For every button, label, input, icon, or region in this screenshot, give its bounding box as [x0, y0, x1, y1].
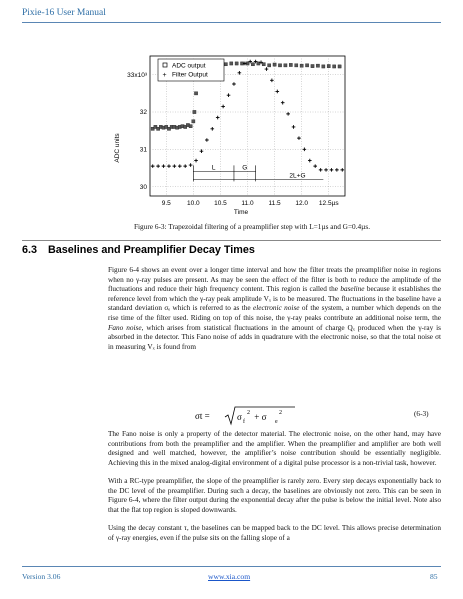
footer-website-link[interactable]: www.xia.com — [208, 572, 251, 581]
filter-point — [313, 164, 317, 168]
legend — [158, 59, 224, 81]
eq-lhs: σt = — [195, 411, 210, 421]
adc-point — [316, 64, 319, 67]
filter-point — [173, 164, 177, 168]
filter-point — [151, 164, 155, 168]
y-tick-label: 31 — [139, 146, 147, 154]
legend-adc-label: ADC output — [172, 62, 206, 70]
adc-point — [305, 64, 308, 67]
adc-point — [193, 110, 196, 113]
y-tick-label: 32 — [139, 109, 147, 117]
adc-point — [338, 65, 341, 68]
adc-point — [230, 62, 233, 65]
p1-text-c: because it establishes the reference level from which the γ-ray peak amplitude Vₓ is to be measured. The fluctuations in the baseline have a standard deviation σₑ which is referred to as the — [108, 285, 441, 313]
filter-point — [286, 112, 290, 116]
filter-point — [270, 78, 274, 82]
filter-point — [232, 82, 236, 86]
paragraph-fano: The Fano noise is only a property of the detector material. The electronic noise, on the other hand, may have contributions from both the preamplifier and the amplifier. When the preamplifier and amplifier are both well designed and well matched, however, the amplifier’s noise contribution should be essentially negligible. Achieving this in the mixed analog-digital environment of a digital pulse processor is a non-trivial task, however. — [108, 430, 441, 467]
l-label: L — [211, 164, 216, 172]
adc-point — [268, 64, 271, 67]
adc-point — [189, 125, 192, 128]
x-tick-label: 9.5 — [161, 200, 171, 207]
filter-point — [303, 148, 307, 152]
filter-point — [335, 168, 339, 172]
x-axis-label: Time — [233, 209, 249, 216]
filter-point — [178, 164, 182, 168]
adc-point — [289, 63, 292, 66]
eq-sub-f: f — [243, 419, 245, 425]
adc-point — [273, 63, 276, 66]
adc-point — [194, 92, 197, 95]
filter-point — [275, 90, 279, 94]
eq-exp-1: 2 — [247, 410, 250, 416]
filter-point — [205, 138, 209, 142]
adc-point — [262, 63, 265, 66]
term-fano-noise: Fano noise — [108, 323, 142, 332]
filter-point — [281, 101, 285, 105]
section-rule — [22, 240, 441, 241]
filter-point — [183, 164, 187, 168]
p1-text-g: , which arises from statistical fluctuations in the amount of charge Qₓ produced when the γ-ray is absorbed in the detector. This Fano noise σf adds in quadrature with the electronic noise, so that the total noise σt in measuring Vₓ is found from — [108, 323, 442, 351]
running-header: Pixie-16 User Manual — [22, 8, 106, 18]
filter-point — [162, 164, 166, 168]
footer-page-number: 85 — [430, 572, 438, 581]
eq-plus-sigma-e: + σ — [252, 412, 267, 422]
figure-caption: Figure 6-3: Trapezoidal filtering of a preamplifier step with L=1µs and G=0.4µs. — [133, 222, 371, 231]
footer-version: Version 3.06 — [22, 572, 61, 581]
twolg-label: 2L+G — [289, 172, 306, 180]
adc-point — [300, 64, 303, 67]
term-electronic-noise: electronic noise — [253, 304, 300, 313]
eq-exp-2: 2 — [279, 410, 282, 416]
filter-point — [194, 159, 198, 163]
timing-annotations — [193, 164, 323, 181]
filter-point — [292, 125, 296, 129]
p1-text-e: of the system, a number which depends on the rise time of the filter used. Riding on top of this noise, the γ-ray peaks contribute an additional noise term, the — [108, 304, 441, 322]
adc-point — [235, 62, 238, 65]
filter-point — [210, 127, 214, 131]
paragraph-rc-preamp: With a RC-type preamplifier, the slope of the preamplifier is rarely zero. Every step decays exponentially back to the DC level of the preamplifier. During such a decay, the baselines are obviously not zero. This can be seen in Figure 6-4, where the filter output during the exponential decay after the pulse is below the initial level. Note also that the flat top region is sloped downwards. — [108, 477, 441, 514]
adc-point — [192, 120, 195, 123]
filter-point — [319, 168, 323, 172]
eq-sub-e: e — [275, 419, 278, 425]
filter-point — [238, 71, 242, 75]
adc-point — [278, 64, 281, 67]
adc-point — [224, 63, 227, 66]
filter-point — [200, 149, 204, 153]
paragraph-decay-constant: Using the decay constant τ, the baselines can be mapped back to the DC level. This allows precise determination of γ-ray energies, even if the pulse sits on the falling slope of a — [108, 524, 441, 542]
eq-sigma-f: σ — [237, 412, 242, 422]
adc-point — [327, 64, 330, 67]
filter-point — [297, 136, 301, 140]
filter-point — [265, 67, 269, 71]
x-tick-label: 11.0 — [241, 200, 254, 207]
x-tick-label: 11.5 — [268, 200, 281, 207]
filter-point — [221, 105, 225, 109]
filter-point — [216, 116, 220, 120]
y-tick-label: 33x10³ — [127, 71, 147, 79]
x-tick-label: 10.5 — [214, 200, 227, 207]
filter-point — [330, 168, 334, 172]
legend-filter-marker: + — [162, 72, 167, 79]
footer-rule — [22, 566, 441, 567]
adc-point — [251, 63, 254, 66]
section-heading — [22, 244, 255, 256]
g-label: G — [242, 164, 248, 172]
equation-total-noise — [195, 404, 305, 428]
x-tick-label: 12.5µs — [318, 200, 339, 207]
header-rule — [22, 22, 441, 23]
section-title: Baselines and Preamplifier Decay Times — [48, 244, 255, 256]
y-axis-label: ADC units — [114, 133, 121, 163]
term-baseline: baseline — [340, 285, 365, 294]
filter-point — [189, 163, 193, 167]
filter-point — [340, 168, 344, 172]
filter-point — [167, 164, 171, 168]
filter-point — [308, 159, 312, 163]
filter-point — [227, 93, 231, 97]
filter-point — [324, 168, 328, 172]
x-tick-label: 12.0 — [295, 200, 308, 207]
x-tick-label: 10.0 — [187, 200, 200, 207]
adc-point — [322, 65, 325, 68]
adc-point — [295, 64, 298, 67]
adc-point — [284, 64, 287, 67]
p1-text-a: Figure 6-4 shows an event over a longer time interval and how the filter treats the preamplifier noise in regions when no γ-ray pulses are present. As may be seen the effect of the filter is both to reduce the amplitude of the fluctuations and reduce their high frequency content. This region is called the — [108, 266, 441, 294]
filter-point — [156, 164, 160, 168]
adc-point — [311, 64, 314, 67]
equation-number: (6-3) — [414, 409, 429, 418]
adc-point — [333, 65, 336, 68]
legend-filter-label: Filter Output — [172, 71, 208, 79]
section-number: 6.3 — [22, 244, 38, 256]
trapezoidal-filter-figure — [110, 52, 350, 217]
y-tick-label: 30 — [139, 183, 147, 191]
paragraph-baseline — [108, 266, 441, 352]
